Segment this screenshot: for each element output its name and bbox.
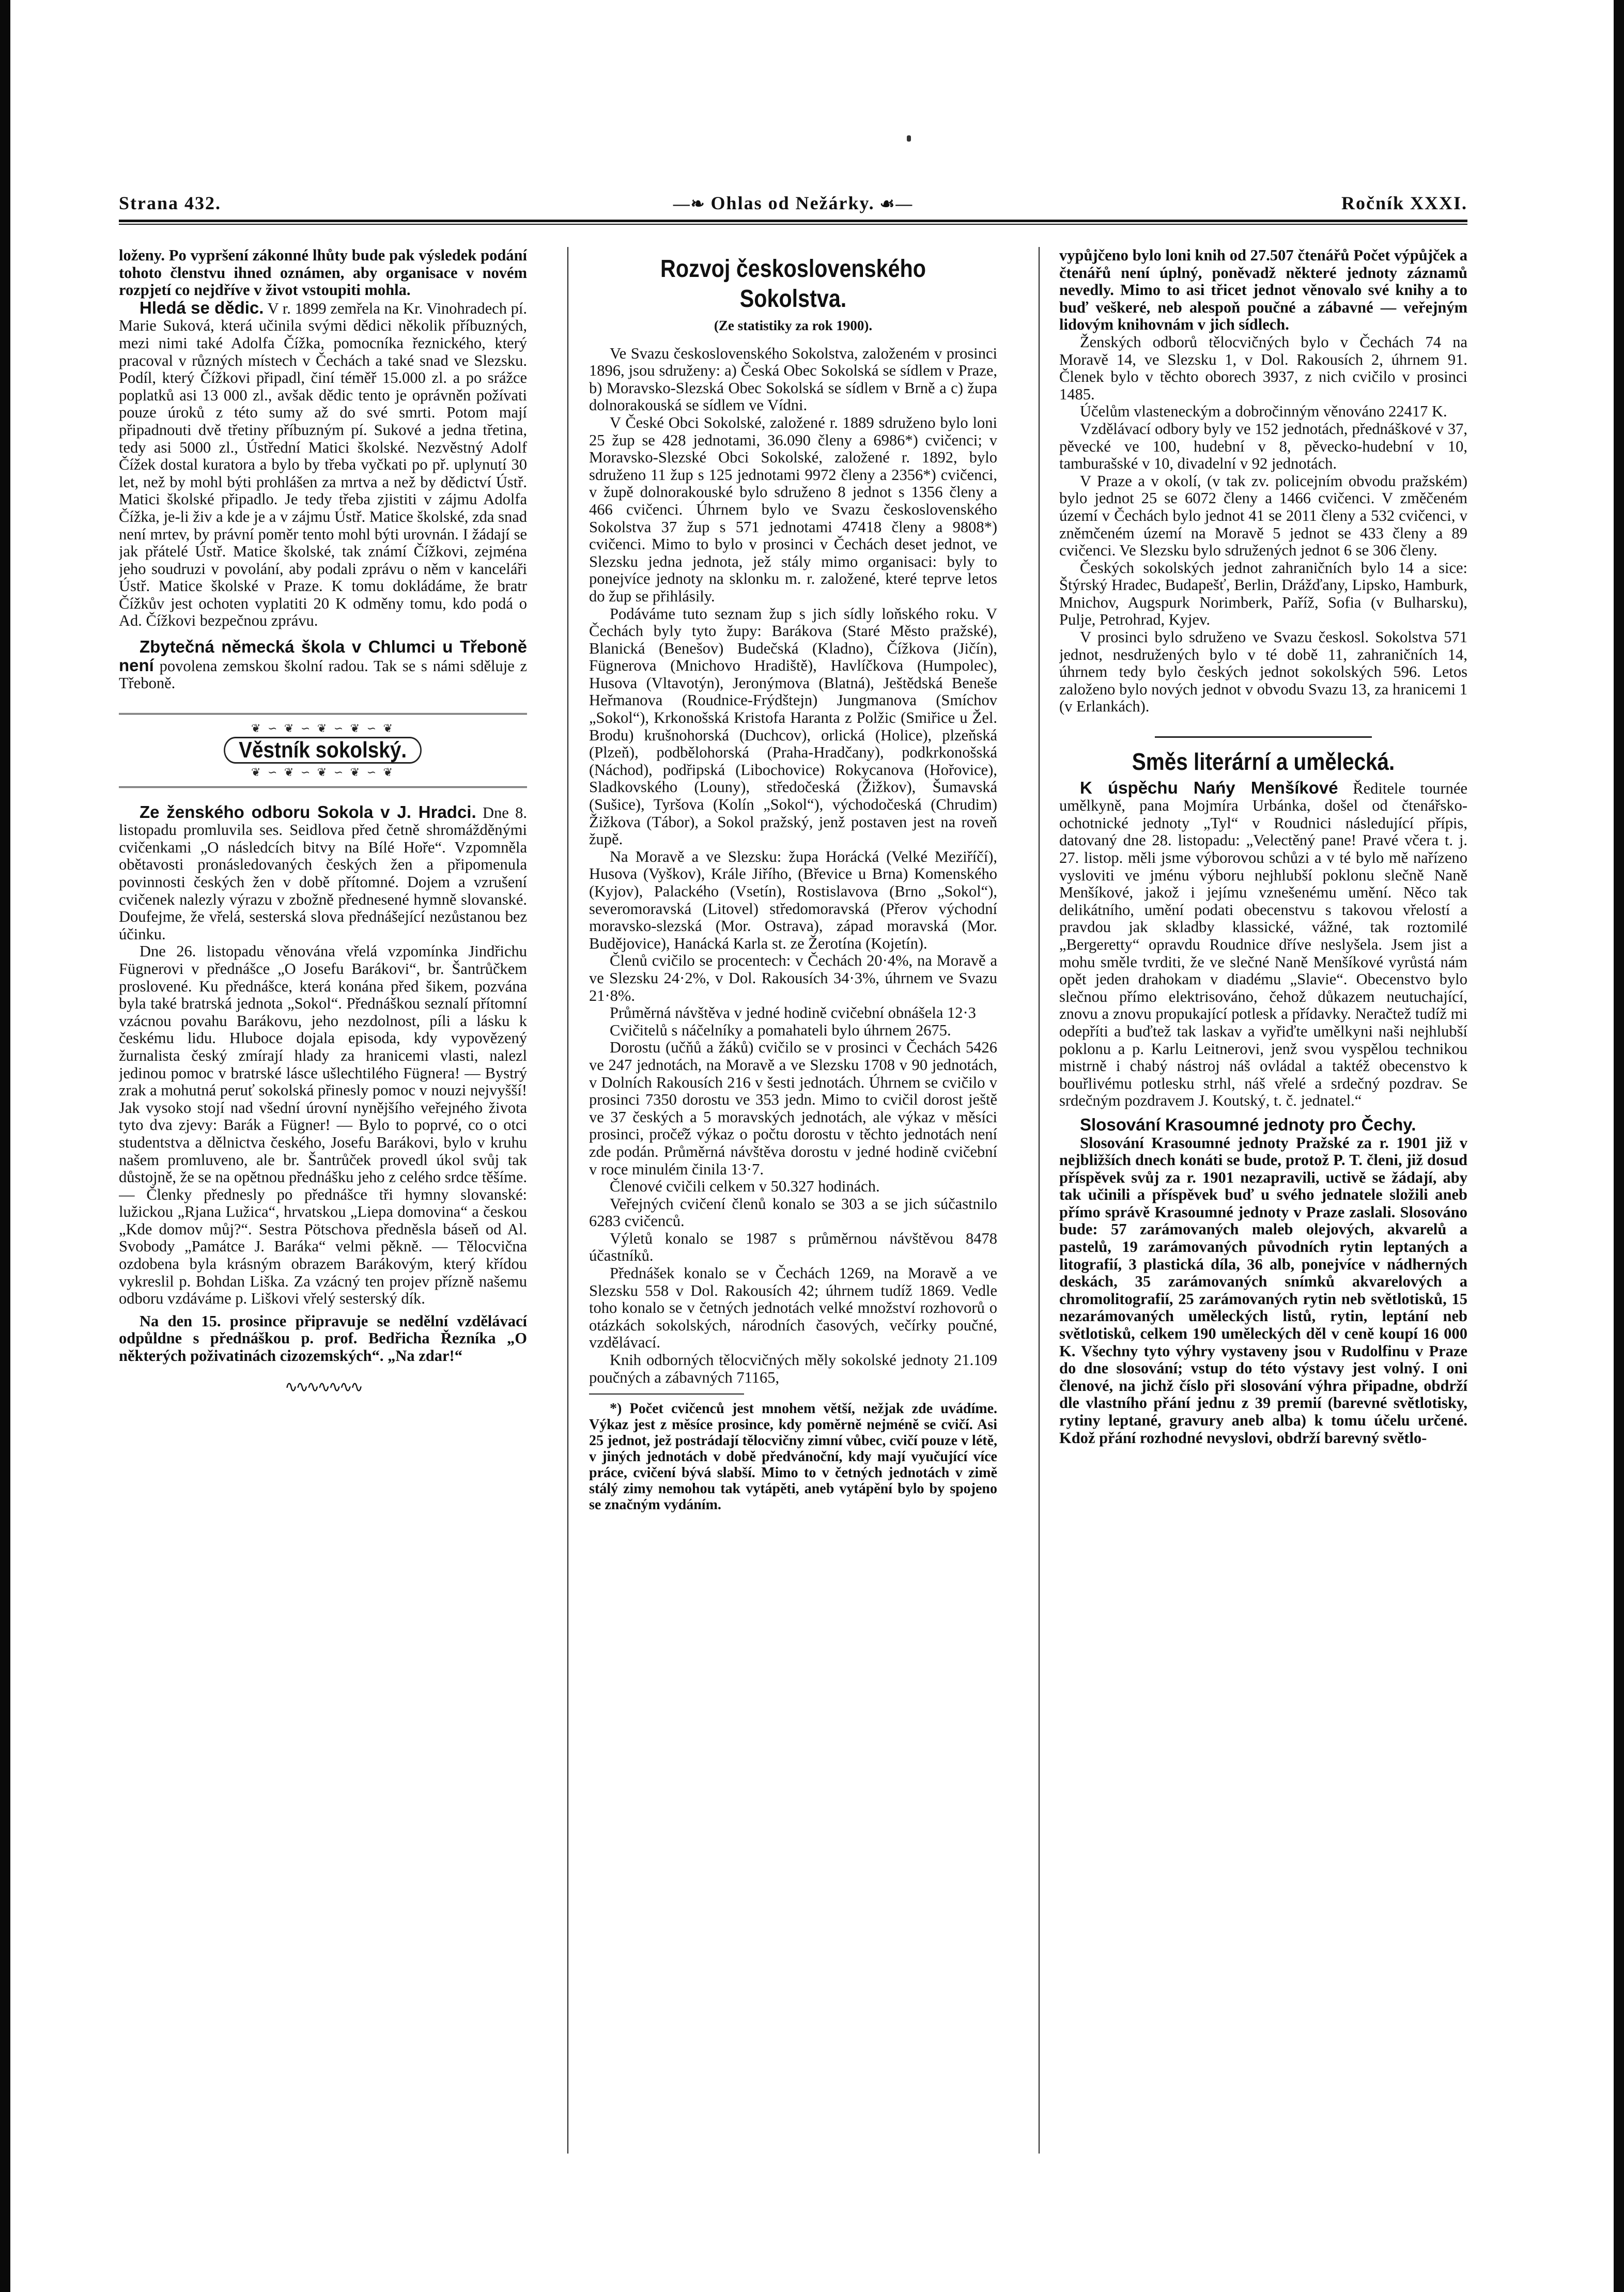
paragraph [119,803,527,943]
paragraph: Dorostu (učňů a žáků) cvičilo se v prosinci v Čechách 5426 ve 247 jednotách, na Moravě a ve Slezsku 1708 v 90 jednotách, v Dolních Rakousích 216 v šesti jednotách. Úhrnem se cvičilo v prosinci 7350 dorostu ve 353 jedn. Mimo to cvičil dorost ještě ve 37 českých a 5 moravských jednotách, ale výkaz v měsíci prosinci, proče̊ž výkaz o počtu dorostu v těchto jednotách není zde podán. Průměrná návštěva dorostu v jedné hodině cvičební v roce minulém činila 13·7. [589,1039,997,1178]
vestnik-sokolsky-banner [119,713,527,788]
scan-speck [907,135,911,142]
footnote-rule [589,1393,744,1395]
paragraph: Vzdělávací odbory byly ve 152 jednotách, přednáškové v 37, pěvecké ve 100, hudební v 8, pěvecko-hudební v 10, tamburašské v 10, divadelní v 92 jednotách. [1059,420,1467,473]
paragraph-text: povolena zemskou školní radou. Tak se s námi sděluje z Třeboně. [119,657,527,692]
page-header [119,192,1467,223]
ornament-right-icon: ☙— [879,194,914,213]
section-heading: Slosování Krasoumné jednoty pro Čechy. [1080,1114,1416,1134]
ornament-border-icon: ❦ ∽ ❦ ∽ ❦ ∽ ❦ ∽ ❦ [251,766,395,779]
paragraph: Dne 26. listopadu věnována vřelá vzpomínka Jindřichu Fügnerovi v přednášce „O Josefu Barákovi“, br. Šantrůčkem proslovené. Ku přednášce, která konána před šikem, pozvána byla také bratrská jednota „Sokol“. Přednáškou seznalí přítomní vzácnou povahu Barákovu, jeho nezdolnost, píli a lásku k českému lidu. Hluboce dojala episoda, kdy vypovězený žurnalista český zmírají hlady za hranicemi vlasti, nalezl jedinou pomoc v bratrské lásce ušlechtilého Fügnera! — Bystrý zrak a mohutná peruť sokolská přinesly pomoc v nouzi nejvyšší! Jak vysoko stojí nad všední úrovní nynějšího veřejného života tyto dva zjevy: Barák a Fügner! — Bylo to poprvé, co o otci studentstva a dělnictva českého, Josefu Barákovi, bylo v kruhu našem promluveno, ale br. Šantrůček provedl úkol svůj tak důstojně, že se na opětnou přednášku jeho z celého srdce těšíme. — Členky přednesly po přednášce tři hymny slovanské: lužickou „Rjana Lužica“, hrvatskou „Liepa domovina“ a českou „Kde domov můj?“. Sestra Pötschova předněsla báseň od Al. Svobody „Památce J. Baráka“ velmi pěkně. — Tělocvična ozdobena byla krásným obrazem Barákovým, který křídou vykreslil p. Bohdan Liška. Za vzácný ten projev přízně našemu odboru vzdáváme p. Liškovi vřelý sesterský dík. [119,942,527,1308]
section-heading: Hledá se dědic. [140,298,264,317]
paragraph: V České Obci Sokolské, založené r. 1889 sdruženo bylo loni 25 žup se 428 jednotami, 36.090 členy a 6986*) cvičenci; v Moravsko-Slezské Obci Sokolské, založené r. 1892, bylo sdruženo 11 žup s 125 jednotami 9972 členy a 2356*) cvičenci, v župě dolnorakouské bylo sdruženo 8 jednot s 1356 členy a 466 cvičenci. Úhrnem bylo ve Svazu československého Sokolstva 37 žup s 571 jednotami 47418 členy a 9808*) cvičenci. Mimo to bylo v prosinci v Čechách deset jednot, ve Slezsku jedna jednota, jež stály mimo organisaci: byly to ponejvíce jednoty na sklonku m. r. založené, které teprve letos do žup se přihlásily. [589,413,997,605]
column-right [1059,247,1467,2159]
paragraph-text: V r. 1899 zemřela na Kr. Vinohradech pí. Marie Suková, která učinila svými dědici několik příbuzných, mezi nimi také Adolfa Čížka, pomocníka řeznického, který pracoval v různých místech v Čechách a také snad ve Slezsku. Podíl, který Čížkovi připadl, činí téměř 15.000 zl. a po srážce poplatků asi 13 000 zl., avšak dědic tento je oprávněn požívati pouze úroků z této sumy až do své smrti. Potom mají připadnouti dvě třetiny příbuzným pí. Sukové a jedna třetina, tedy asi 5000 zl., Ústřední Matici školské. Nezvěstný Adolf Čížek dostal kuratora a bylo by třeba vyčkati po př. uplynutí 30 let, než by mohl býti prohlášen za mrtva a než by dědictví Ústř. Matici školské připadlo. Je tedy třeba zjistiti v zájmu Adolfa Čížka, je-li živ a kde je a v zájmu Ústř. Matice školské, zda snad není mrtev, by právní poměr tento mohl býti urovnán. I žádají se jak přátelé Ústř. Matice školské, tak známí Čížkovi, zejména jeho soudruzi v povolání, aby podali zprávu o něm v kanceláři Ústř. Matice školské v Praze. K tomu dokládáme, že bratr Čížkův jest ochoten vyplatiti 20 K odměny tomu, kdo podá o Ad. Čížkovi bezpečnou zprávu. [119,299,527,630]
page-number: Strana 432. [119,193,222,213]
ornament-border-icon: ❦ ∽ ❦ ∽ ❦ ∽ ❦ ∽ ❦ [251,721,395,735]
paragraph: V prosinci bylo sdruženo ve Svazu českosl. Sokolstva 571 jednot, nesdružených bylo v té době 11, zahraničních 14, úhrnem tedy bylo českých jednot sokolských 596. Letos založeno bylo nových jednot v obvodu Svazu 13, za hranicemi 1 (v Erlankách). [1059,628,1467,716]
journal-title [119,192,1467,214]
section-heading: Ze ženského odboru Sokola v J. Hradci. [140,802,476,822]
paragraph: Členové cvičili celkem v 50.327 hodinách. [610,1178,880,1196]
paragraph: Ve Svazu československého Sokolstva, založeném v prosinci 1896, jsou sdruženy: a) Česká Obec Sokolská se sídlem v Praze, b) Moravsko-Slezská Obec Sokolská se sídlem v Brně a c) župa dolnorakouská se sídlem ve Vídni. [589,344,997,414]
paragraph: Cvičitelů s náčelníky a pomahateli bylo úhrnem 2675. [610,1021,951,1039]
paragraph-text: Dne 8. listopadu promluvila ses. Seidlova před četně shromážděnými cvičenkami „O následcích bitvy na Bílé Hoře“. Vzpomněla obětavosti pronásledovaných českých žen a připomenula povinnosti českých žen v době přítomné. Dojem a vzrušení cvičenek nalezly výrazu v zbožně přednesené hymně slovanské. Doufejme, že vřelá, sesterská slova přednášející nezůstanou bez účinku. [119,803,527,943]
paragraph: Účelům vlasteneckým a dobročinným věnováno 22417 K. [1080,402,1447,421]
paragraph: Průměrná návštěva v jedné hodině cvičební obnášela 12·3 [610,1004,976,1022]
paragraph: Přednášek konalo se v Čechách 1269, na Moravě a ve Slezsku 558 v Dol. Rakousích 42; úhrnem tudíž 1869. Vedle toho konalo se v četných jednotách velké množství rozhovorů o otázkách sokolských, národních časových, večírky poučné, vzdělávací. [589,1264,997,1352]
section-title: Směs literární a umělecká. [1132,748,1395,776]
end-ornament-icon: ∿∿∿∿∿∿∿ [285,1378,361,1396]
header-rule-thin [119,224,1467,225]
scan-edge-left [0,0,10,2292]
paragraph [1059,1116,1467,1135]
paragraph [119,638,527,692]
paragraph: Podáváme tuto seznam žup s jich sídly loňského roku. V Čechách byly tyto župy: Barákova (Staré Město pražské), Blanická (Benešov) Budečská (Kladno), Čížkova (Jičín), Fügnerova (Mnichovo Hradiště), Havlíčkova (Humpolec), Husova (Vltavotýn), Jeronýmova (Blatná), Ještědská Beneše Heřmanova (Roudnice-Frýdštejn) Jungmanova (Smíchov „Sokol“), Krkonošská Kristofa Haranta z Polžic (Smiřice u Žel. Brodu) krušnohorská (Duchcov), orlická (Holice), plzeňská (Plzeň), podbělohorská (Praha-Hradčany), podkrkonošská (Náchod), podřipská (Libochovice) Rokycanova (Hořovice), Sladkovského (Louny), středočeská (Žižkov), Šumavská (Sušice), Tyršova (Kolín „Sokol“), východočeská (Chrudim) Žižkova (Tábor), a Sokol pražský, jenž postaven jest na roveň župě. [589,605,997,848]
paragraph-text: Ředitele tournée umělkyně, pana Mojmíra Urbánka, došel od čtenářsko-ochotnické jednoty „Tyl“ v Roudnici následující přípis, datovaný dne 28. listopadu: „Velectěný pane! Pravé včera t. j. 27. listop. měli jsme výborovou schůzi a v té bylo mě nařízeno vysloviti ve jménu výboru nejhlubší poklonu slečně Naně Menšíkové, jakož i jejímu vznešenému umění. Něco tak delikátního, umění podati obecenstvu s takovou vřelostí a pravdou jak skladby klassické, vážné, tak roztomilé „Bergeretty“ opravdu Roudnice dříve neslyšela. Jsem jist a mohu směle tvrditi, že ve slečné Naně Menšíkové vyrůstá nám opět jeden drahokam v diadému „Slavie“. Obecenstvo bylo slečnou přímo elektrisováno, čehož důkazem neutuchající, znovu a znovu propukající potlesk a přídavky. Neračtež tudíž mi odepříti a buďtež tak laskav a vyřiďte umělkyni naši nejhlubší poklonu a p. Karlu Leitnerovi, jenž svou vyspělou technikou mistrně i chabý nástroj náš ovládal a taktéž obecenstvo k bouřlivému potlesku strhl, náš vřelé a srdečný pozdrav. Se srdečným pozdravem J. Koutský, t. č. jednatel.“ [1059,779,1467,1110]
paragraph: Knih odborných tělocvičných měly sokolské jednoty 21.109 poučných a zábavných 71165, [589,1351,997,1386]
column-left [119,247,527,2159]
section-heading: Zbytečná německá škola v Chlumci u Třeboně není [119,637,527,675]
footnote: *) Počet cvičenců jest mnohem větší, nežjak zde uvádíme. Výkaz jest z měsíce prosince, kdy poměrně nejméně se cvičí. Asi 25 jednot, jež postrádají tělocvičny zimní vůbec, cvičí pouze v létě, v jiných jednotách v době předvánoční, kdy mají vyučující více práce, cvičení bývá slabší. Mimo to v četných jednotách v zimě stálý zimy nemohou tak vytápěti, aneb vytápění bylo by spojeno se značným vydáním. [589,1401,997,1513]
header-rule [119,220,1467,222]
paragraph: Českých sokolských jednot zahraničních bylo 14 a sice: Štýrský Hradec, Budapešť, Berlin, Drážďany, Lipsko, Hamburk, Mnichov, Augspurk Norimberk, Paříž, Sofia (v Bulharsku), Pulje, Petrohrad, Kyjev. [1059,559,1467,629]
paragraph: loženy. Po vypršení zákonné lhůty bude pak výsledek podání tohoto členstvu ihned oznámen, aby organisace v novém rozpjetí co nejdříve v život vstoupiti mohla. [119,247,527,299]
column-divider [1039,247,1040,2154]
column-divider [567,247,568,2154]
ornament-left-icon: —❧ [673,194,706,213]
article-title: Rozvoj československého Sokolstva. [660,255,926,313]
volume-number: Ročník XXXI. [1341,193,1467,213]
paragraph: Výletů konalo se 1987 s průměrnou návštěvou 8478 účastníků. [589,1229,997,1265]
scan-edge-right [1614,0,1624,2292]
section-heading: K úspěchu Nańy Menšíkové [1080,778,1338,797]
paragraph: Ženských odborů tělocvičných bylo v Čechách 74 na Moravě 14, ve Slezsku 1, v Dol. Rakousích 2, úhrnem 91. Členek bylo v těchto oborech 3937, z nich cvičilo v prosinci 1485. [1059,333,1467,403]
journal-title-text: Ohlas od Nežárky. [710,193,875,213]
column-middle [589,247,997,2159]
section-rule [1155,736,1372,738]
paragraph: Veřejných cvičení členů konalo se 303 a se jich súčastnilo 6283 cvičenců. [589,1195,997,1230]
paragraph [119,299,527,630]
paragraph: Na Moravě a ve Slezsku: župa Horácká (Velké Meziříčí), Husova (Vyškov), Krále Jiřího, (Břevice u Brna) Komenského (Kyjov), Palackého (Vsetín), Rostislavova (Brno „Sokol“), severomoravská (Litovel) středomoravská (Přerov východní moravsko-slezská (Mor. Ostrava), západ moravská (Mor. Budějovice), Hanácká Karla st. ze Žerotína (Kojetín). [589,847,997,952]
banner-title: Věstník sokolský. [224,737,422,764]
paragraph: Slosování Krasoumné jednoty Pražské za r. 1901 již v nejbližších dnech konáti se bude, protož P. T. členi, již dosud příspěvek svůj za r. 1901 nezapravili, uctivě se žádají, aby tak učinili a příspěvek buď u svého jednatele složili aneb přímo správě Krasoumné jednoty v Praze zaslali. Slosováno bude: 57 zarámovaných maleb olejových, akvarelů a pastelů, 19 zarámovaných původních rytin leptaných a litografií, 3 plastická díla, 36 alb, ponejvíce v nádherných deskách, 35 zarámovaných snímků akvarelových a chromolitografií, 25 zarámovaných rytin neb světlotisků, 15 nezarámovaných uměleckých listů, rytin, leptání neb světlotisků, celkem 190 uměleckých děl v ceně koupí 16 000 K. Všechny tyto výhry vystaveny jsou v Rudolfinu v Praze do dne slosování; vstup do této výstavy jest volný. I oni členové, na jichž číslo při slosování výhra připadne, obdrží dle vlastního přání jednu z 39 premií (barevné světlotisky, rytiny leptané, gravury aneb alba) k tomu účelu určené. Kdož přání rozhodné nevyslovi, obdrží barevný světlo- [1059,1134,1467,1447]
paragraph: Na den 15. prosince připravuje se nedělní vzdělávací odpůldne s přednáškou p. prof. Bedřicha Řezníka „O některých poživatinách cizozemských“. „Na zdar!“ [119,1312,527,1365]
article-subtitle: (Ze statistiky za rok 1900). [714,318,873,333]
paragraph: vypůjčeno bylo loni knih od 27.507 čtenářů Počet výpůjček a čtenářů není úplný, poněvadž některé jednoty záznamů nevedly. Mimo to asi třicet jednot věnovalo své knihy a to buď veškeré, neb alespoň poučné a zábavné — veřejným lidovým knihovnám v jich sídlech. [1059,247,1467,334]
paragraph [1059,779,1467,1110]
paragraph: V Praze a v okolí, (v tak zv. policejním obvodu pražském) bylo jednot 25 se 6072 členy a 1466 cvičenci. V změčeném území v Čechách bylo jednot 41 se 2011 členy a 532 cvičenci, v zněmčeném území na Moravě 5 jednot se 433 členy a 89 cvičenci. Ve Slezsku bylo sdružených jednot 6 se 306 členy. [1059,472,1467,560]
paragraph: Členů cvičilo se procentech: v Čechách 20·4%, na Moravě a ve Slezsku 24·2%, v Dol. Rakousích 34·3%, úhrnem ve Svazu 21·8%. [589,952,997,1004]
